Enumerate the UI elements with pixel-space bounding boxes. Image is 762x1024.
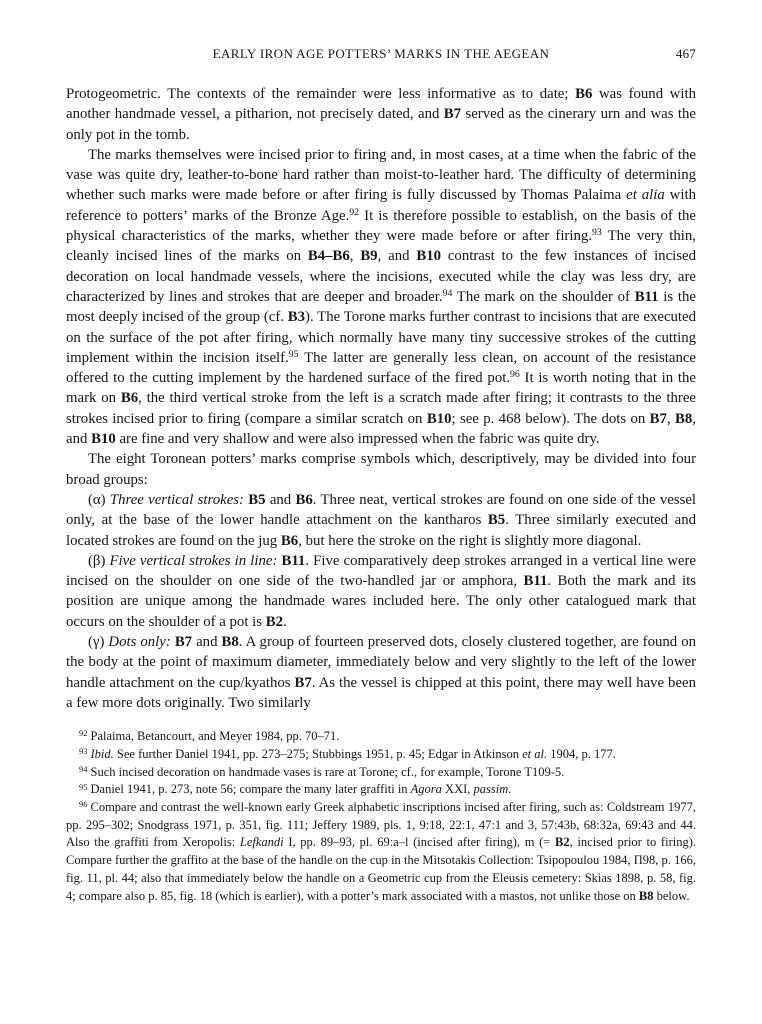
text-run-i: et alia	[626, 187, 665, 204]
text-run: . Five comparatively deep strokes arranged in a vertical line were incised on the shoulder on one side of the two-handled jar or amphora,	[66, 552, 696, 590]
text-run-i: Five vertical strokes in line:	[109, 552, 282, 569]
text-run: Such incised decoration on handmade vases is rare at Torone; cf., for example, Torone T109-5.	[90, 764, 565, 779]
text-run: .	[508, 782, 512, 797]
text-run-b: B4–B6	[307, 248, 350, 265]
footnote-number: 92	[79, 728, 88, 739]
body-text	[66, 84, 696, 713]
text-run-b: B10	[416, 248, 442, 265]
text-run-i: Three vertical strokes:	[109, 491, 249, 508]
text-run: . Both the mark and its position are unique among the handmade wares included here. The only other catalogued mark that occurs on the shoulder of a pot is	[66, 573, 696, 630]
text-run: Palaima, Betancourt, and Meyer 1984, pp. 70–71.	[90, 729, 340, 744]
text-run-b: B8	[638, 888, 654, 903]
text-run: I, pp. 89–93, pl. 69:a–l (incised after firing), m (=	[283, 835, 556, 850]
text-run: with reference to potters’ marks of the Bronze Age.	[66, 187, 696, 224]
text-run-b: B2	[265, 613, 283, 630]
text-run: Daniel 1941, p. 273, note 56; compare the many later graffiti in	[90, 782, 411, 797]
page-number: 467	[675, 46, 696, 61]
text-run: The marks themselves were incised prior to firing and, in most cases, at a time when the fabric of the vase was quite dry, leather-to-bone hard rather than moist-to-leather hard. The difficulty of determining whether such marks were made before or after firing is fully discussed by Thomas Palaima	[66, 146, 696, 204]
text-run: ,	[349, 248, 361, 265]
text-run-b: B5	[487, 512, 506, 529]
text-run-b: B5	[248, 491, 266, 508]
footnote-text	[66, 800, 696, 903]
text-run: . A group of fourteen preserved dots, closely clustered together, are found on the body at the point of maximum diameter, immediately below and very slightly to the left of the lower handle attachment on the cup/kyathos	[66, 634, 697, 691]
text-run-b: B11	[281, 552, 306, 569]
text-run: are fine and very shallow and were also impressed when the fabric was quite dry.	[115, 431, 600, 448]
text-run: below.	[653, 888, 690, 903]
text-run: . Three similarly executed and located strokes are found on the jug	[66, 512, 697, 549]
text-run-b: B10	[91, 431, 116, 448]
text-run: 1904, p. 177.	[547, 746, 616, 761]
text-run: (α)	[88, 491, 110, 508]
text-run-sup: 95	[288, 348, 299, 360]
text-run: ). The Torone marks further contrast to incisions that are executed on the surface of the pot after firing, which normally have many tiny successive strokes of the cutting implement within the incision itself.	[66, 309, 696, 366]
footnote-text	[91, 729, 340, 743]
text-run-i: et al.	[522, 746, 548, 761]
footnote-96	[66, 799, 696, 905]
text-run: and	[265, 491, 296, 508]
running-head-title: EARLY IRON AGE POTTERS’ MARKS IN THE AEGEAN	[212, 46, 550, 61]
paragraph-6-gamma	[66, 632, 696, 713]
paragraph-5-beta	[66, 551, 696, 632]
text-run-sup: 96	[510, 369, 520, 381]
text-run-i: Lefkandi	[239, 835, 284, 850]
text-run-sup: 94	[442, 288, 453, 300]
text-run-b: B6	[575, 86, 593, 102]
text-run: The latter are generally less clean, on account of the resistance offered to the cutting implement by the hardened surface of the fired pot.	[66, 349, 696, 387]
paragraph-3	[66, 449, 696, 490]
text-run: It is worth noting that in the mark on	[66, 370, 696, 407]
text-run: Compare and contrast the well-known early Greek alphabetic inscriptions incised after firing, such as: Coldstream 1977, pp. 295–302; Snodgrass 1971, p. 351, fig. 111; Jeffery 1989, pls. 1, 9:18, 22:1, 47:1 and 3, 57:43b, 68:32a, 69:43 and 44. Also the graffiti from Xeropolis:	[66, 800, 696, 850]
text-run-b: B2	[555, 835, 570, 850]
text-run-b: B6	[280, 532, 299, 549]
text-run-i: Agora	[410, 782, 442, 797]
text-run: The eight Toronean potters’ marks comprise symbols which, descriptively, may be divided into four broad groups:	[66, 451, 696, 488]
text-run-sup: 93	[591, 227, 602, 239]
text-run-b: B7	[443, 106, 462, 123]
text-run: (β)	[88, 552, 110, 569]
text-run: , and	[66, 410, 696, 448]
text-run: , and	[377, 248, 417, 265]
text-run: , but here the stroke on the right is slightly more diagonal.	[298, 532, 642, 549]
running-head	[66, 46, 696, 62]
text-run: (γ)	[88, 634, 109, 651]
text-run-b: B3	[287, 309, 306, 326]
text-run-b: B11	[523, 573, 548, 590]
text-run-b: B10	[426, 410, 452, 427]
footnote-number: 95	[79, 781, 88, 792]
text-run: . As the vessel is chipped at this point, there may well have been a few more dots originally. Two similarly	[66, 674, 696, 711]
text-run: The very thin, cleanly incised lines of the marks on	[66, 228, 696, 265]
text-run: XXI,	[441, 782, 474, 797]
text-run: , the third vertical stroke from the left is a scratch made after firing; it contrasts to the three strokes incised prior to firing (compare a similar scratch on	[66, 390, 696, 427]
footnote-text	[91, 765, 565, 779]
footnote-text	[91, 747, 616, 761]
text-run: and	[192, 634, 222, 651]
footnote-text	[91, 782, 512, 796]
paragraph-4-alpha	[66, 490, 696, 551]
text-run-sup: 92	[349, 206, 360, 218]
text-run-b: B9	[360, 248, 378, 265]
footnote-93	[66, 746, 696, 764]
text-run-b: B7	[174, 634, 193, 651]
footnote-number: 93	[79, 746, 88, 757]
paragraph-1	[66, 84, 696, 145]
text-run: contrast to the few instances of incised decoration on local handmade vessels, where the incisions, executed while the clay was less dry, are characterized by lines and strokes that are deeper and broader.	[66, 248, 696, 305]
footnotes-section	[66, 728, 696, 905]
text-run-b: B8	[221, 634, 239, 651]
footnote-92	[66, 728, 696, 746]
footnote-number: 96	[79, 799, 88, 810]
text-run: The mark on the shoulder of	[452, 288, 635, 305]
text-run: See further Daniel 1941, pp. 273–275; Stubbings 1951, p. 45; Edgar in Atkinson	[113, 746, 523, 761]
text-run: served as the cinerary urn and was the only pot in the tomb.	[66, 106, 696, 143]
text-run-b: B6	[120, 390, 139, 407]
text-run: Protogeometric. The contexts of the remainder were less informative as to date;	[66, 86, 576, 102]
text-run-b: B8	[675, 410, 693, 427]
text-run: .	[283, 613, 287, 630]
text-run-i: Ibid.	[90, 746, 114, 761]
text-run: It is therefore possible to establish, on the basis of the physical characteristics of the marks, whether they were made before or after firing.	[66, 207, 696, 245]
footnote-95	[66, 781, 696, 799]
text-run-b: B6	[295, 491, 313, 508]
text-run-i: passim	[473, 782, 509, 797]
text-run-b: B7	[649, 410, 667, 427]
text-run: ,	[666, 410, 675, 427]
paragraph-2	[66, 145, 696, 449]
footnote-number: 94	[79, 763, 88, 774]
text-run: was found with another handmade vessel, a pitharion, not precisely dated, and	[66, 86, 696, 123]
text-run: is the most deeply incised of the group (cf.	[66, 288, 696, 326]
text-run: , incised prior to firing). Compare further the graffito at the base of the handle on the cup in the Mitsotakis Collection: Tsipopoulou 1984, Π98, p. 166, fig. 11, pl. 44; also that immediately below the handle on a Geometric cup from the Eleusis cemetery: Skias 1898, p. 58, fig. 4; compare also p. 85, fig. 18 (which is earlier), with a potter’s mark associated with a mastos, not unlike those on	[66, 835, 696, 903]
text-run-b: B11	[634, 288, 659, 305]
footnote-94	[66, 764, 696, 782]
text-run-i: Dots only:	[108, 634, 175, 651]
text-run: . Three neat, vertical strokes are found on one side of the vessel only, at the base of the lower handle attachment on the kantharos	[66, 491, 697, 529]
text-run-b: B7	[294, 674, 312, 691]
text-run: ; see p. 468 below). The dots on	[451, 410, 650, 427]
